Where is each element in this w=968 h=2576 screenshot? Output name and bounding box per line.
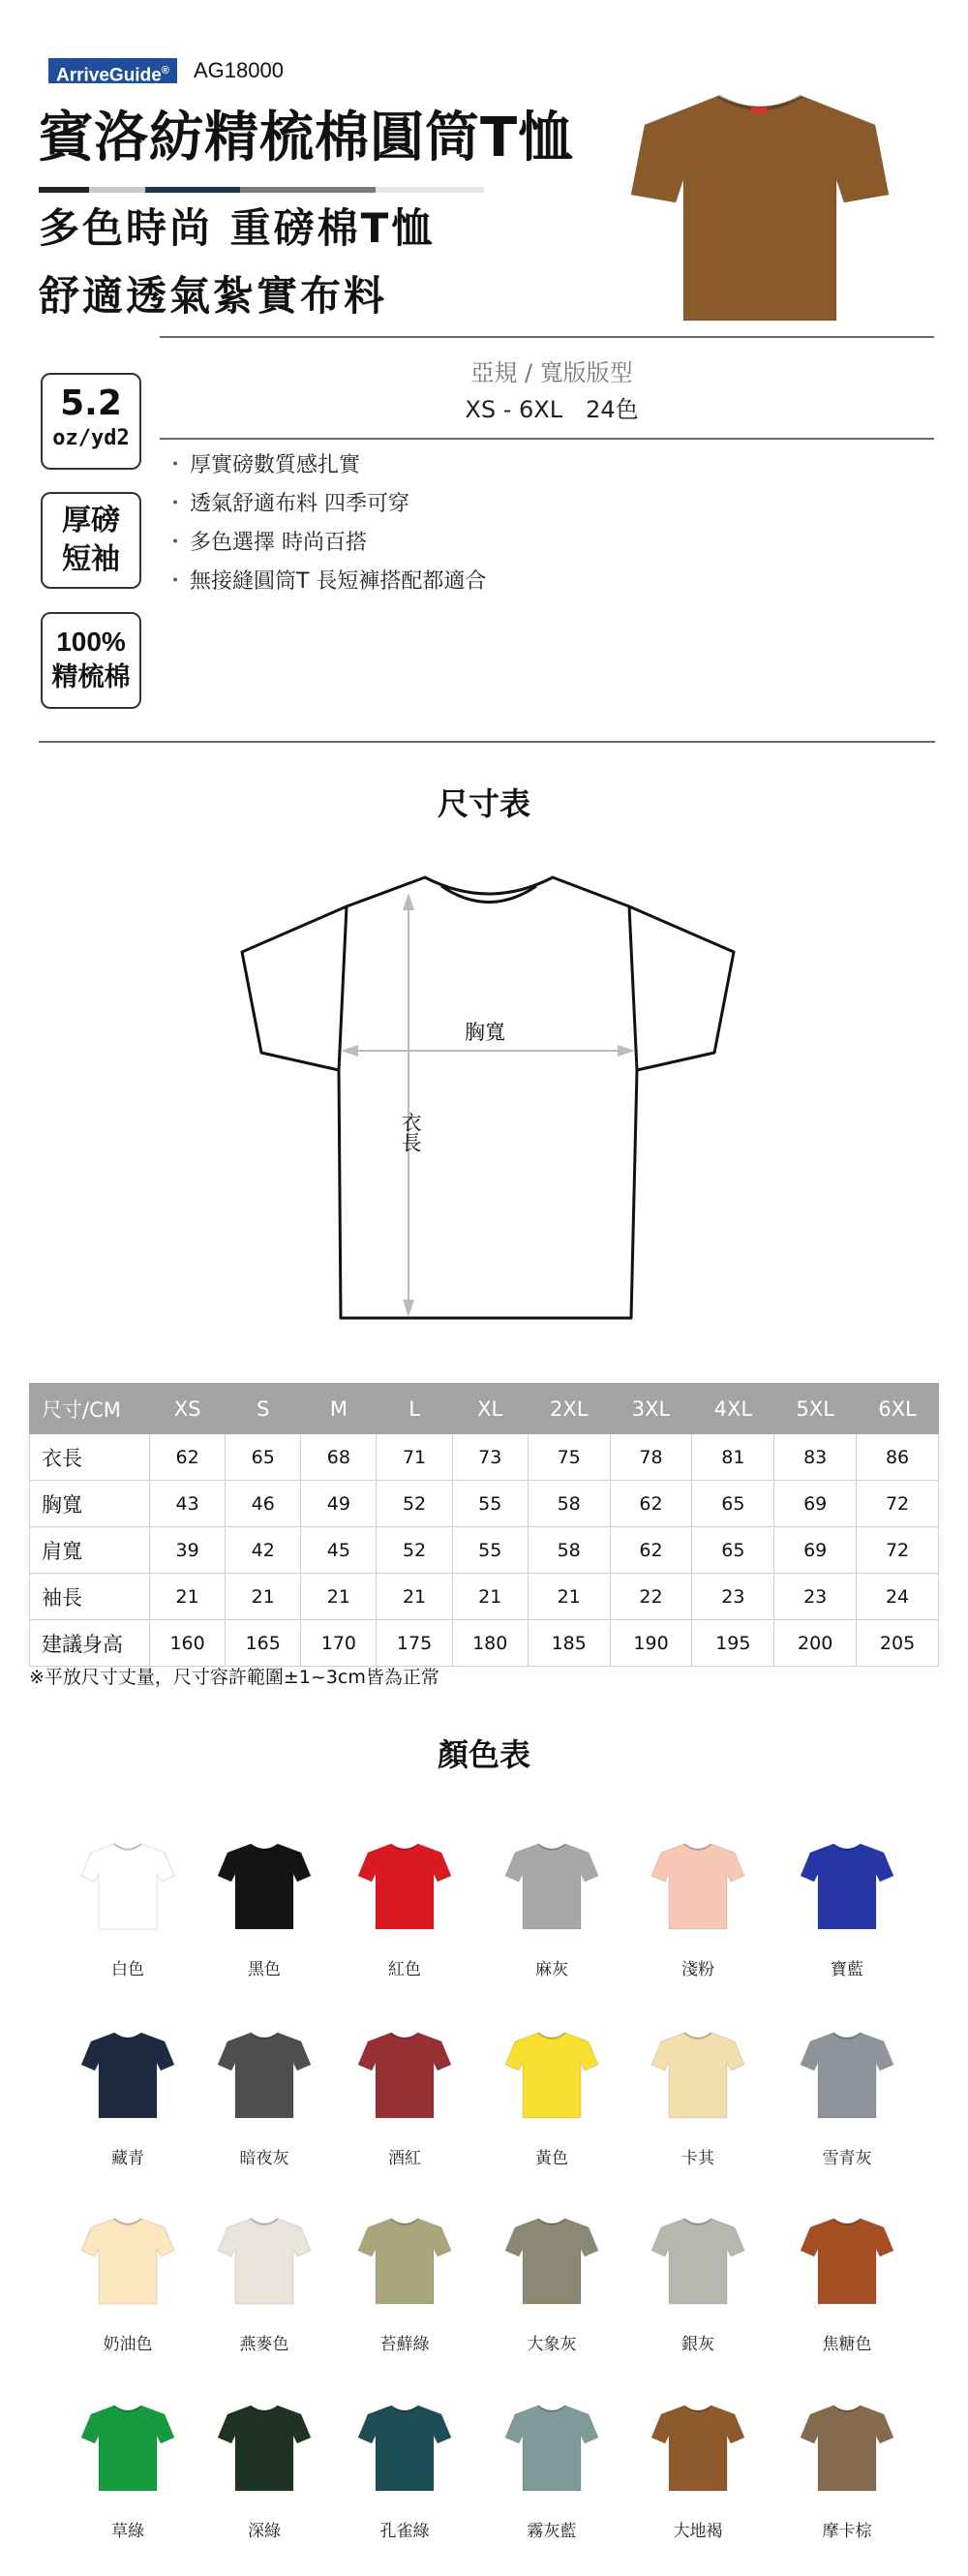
tshirt-icon xyxy=(799,2215,895,2308)
tshirt-outline xyxy=(242,877,734,1318)
sleeve-line-1: 厚磅 xyxy=(62,504,120,537)
size-column-header: XS xyxy=(150,1384,226,1434)
tshirt-shape xyxy=(651,2219,744,2304)
subtitle-line-1: 多色時尚 重磅棉T恤 xyxy=(39,204,436,252)
size-cell: 21 xyxy=(377,1574,452,1620)
diagram-chest-label: 胸寬 xyxy=(465,1021,505,1044)
tshirt-icon xyxy=(216,2402,313,2495)
color-name: 雪青灰 xyxy=(822,2149,872,2168)
size-cell: 43 xyxy=(150,1481,226,1527)
accent-bar-4 xyxy=(240,187,376,193)
color-swatch[interactable] xyxy=(489,2402,615,2543)
color-name: 奶油色 xyxy=(103,2335,153,2354)
tshirt-shape xyxy=(801,2219,893,2304)
size-cell: 72 xyxy=(857,1481,939,1527)
tshirt-icon xyxy=(356,2215,453,2308)
size-cell: 160 xyxy=(150,1620,226,1667)
color-name: 大地褐 xyxy=(673,2522,723,2541)
color-swatch[interactable] xyxy=(635,1840,761,1981)
tshirt-icon xyxy=(503,2402,600,2495)
color-swatch[interactable] xyxy=(784,1840,910,1981)
color-swatch[interactable] xyxy=(342,2215,468,2356)
size-cell: 52 xyxy=(377,1481,452,1527)
cotton-line-2: 精梳棉 xyxy=(51,662,131,692)
size-cell: 65 xyxy=(692,1527,774,1574)
diagram-length-label: 衣長 xyxy=(399,1112,422,1152)
size-cell: 71 xyxy=(377,1434,452,1481)
color-name: 黃色 xyxy=(535,2149,568,2168)
divider-top xyxy=(160,336,934,338)
size-column-header: S xyxy=(226,1384,301,1434)
size-column-header: XL xyxy=(452,1384,528,1434)
tshirt-icon xyxy=(356,2029,453,2122)
hero-neck-label xyxy=(751,107,767,113)
size-cell: 52 xyxy=(377,1527,452,1574)
size-column-header: 5XL xyxy=(774,1384,857,1434)
color-name: 麻灰 xyxy=(535,1960,568,1979)
size-diagram xyxy=(232,862,736,1327)
page-title: 賓洛紡精梳棉圓筒T恤 xyxy=(39,107,574,169)
size-column-header: M xyxy=(301,1384,377,1434)
tshirt-icon xyxy=(79,2402,176,2495)
tshirt-icon xyxy=(503,2215,600,2308)
size-cell: 23 xyxy=(692,1574,774,1620)
size-column-header: L xyxy=(377,1384,452,1434)
tshirt-shape xyxy=(218,2219,311,2304)
size-table-header xyxy=(30,1384,939,1434)
tshirt-shape xyxy=(81,1844,174,1929)
tshirt-shape xyxy=(81,2219,174,2304)
size-cell: 73 xyxy=(452,1434,528,1481)
color-name: 暗夜灰 xyxy=(239,2149,289,2168)
hero-tshirt-image xyxy=(629,82,891,324)
feature-item: ・ 多色選擇 時尚百搭 xyxy=(165,529,367,558)
size-cell: 46 xyxy=(226,1481,301,1527)
size-cell: 190 xyxy=(610,1620,692,1667)
size-cell: 21 xyxy=(226,1574,301,1620)
color-name: 孔雀綠 xyxy=(379,2522,430,2541)
color-swatch[interactable] xyxy=(635,2029,761,2170)
color-name: 銀灰 xyxy=(681,2335,714,2354)
color-name: 燕麥色 xyxy=(239,2335,289,2354)
tshirt-shape xyxy=(801,2406,893,2491)
color-name: 黑色 xyxy=(248,1960,281,1979)
tshirt-shape xyxy=(801,1844,893,1929)
fit-type: 亞規 / 寬版版型 xyxy=(470,359,633,386)
color-name: 摩卡棕 xyxy=(822,2522,872,2541)
fabric-weight-badge xyxy=(41,373,141,470)
sleeve-line-2: 短袖 xyxy=(62,542,120,576)
tshirt-shape xyxy=(801,2033,893,2118)
color-swatch[interactable] xyxy=(342,1840,468,1981)
tshirt-icon xyxy=(216,1840,313,1933)
size-table-row xyxy=(30,1434,939,1481)
color-swatch[interactable] xyxy=(65,2215,191,2356)
size-cell: 72 xyxy=(857,1527,939,1574)
hero-tshirt-shape xyxy=(631,96,889,321)
size-cell: 200 xyxy=(774,1620,857,1667)
tshirt-shape xyxy=(358,2406,451,2491)
size-cell: 86 xyxy=(857,1434,939,1481)
size-row-label: 肩寬 xyxy=(30,1527,150,1574)
color-name: 淺粉 xyxy=(681,1960,714,1979)
tshirt-shape xyxy=(218,2033,311,2118)
tshirt-shape xyxy=(651,1844,744,1929)
size-column-header: 6XL xyxy=(857,1384,939,1434)
color-name: 卡其 xyxy=(681,2149,714,2168)
size-row-label: 袖長 xyxy=(30,1574,150,1620)
size-cell: 62 xyxy=(610,1527,692,1574)
size-cell: 49 xyxy=(301,1481,377,1527)
size-table-row xyxy=(30,1574,939,1620)
size-cell: 23 xyxy=(774,1574,857,1620)
color-name: 草綠 xyxy=(111,2522,144,2541)
size-column-header: 3XL xyxy=(610,1384,692,1434)
feature-item: ・ 透氣舒適布料 四季可穿 xyxy=(165,490,409,519)
size-cell: 195 xyxy=(692,1620,774,1667)
size-cell: 62 xyxy=(150,1434,226,1481)
cotton-badge xyxy=(41,612,141,709)
color-swatch[interactable] xyxy=(342,2029,468,2170)
color-swatch[interactable] xyxy=(635,2402,761,2543)
tshirt-icon xyxy=(503,1840,600,1933)
tshirt-shape xyxy=(651,2033,744,2118)
size-cell: 83 xyxy=(774,1434,857,1481)
size-table-row xyxy=(30,1620,939,1667)
color-name: 苔蘚綠 xyxy=(379,2335,430,2354)
color-swatch[interactable] xyxy=(784,2402,910,2543)
tshirt-icon xyxy=(216,2029,313,2122)
size-header-label: 尺寸/CM xyxy=(30,1384,150,1434)
size-cell: 62 xyxy=(610,1481,692,1527)
tshirt-icon xyxy=(79,1840,176,1933)
tshirt-shape xyxy=(358,2219,451,2304)
size-cell: 55 xyxy=(452,1527,528,1574)
color-name: 紅色 xyxy=(388,1960,421,1979)
color-name: 大象灰 xyxy=(527,2335,577,2354)
tshirt-shape xyxy=(81,2033,174,2118)
size-cell: 39 xyxy=(150,1527,226,1574)
divider-section xyxy=(39,741,935,743)
accent-bar-1 xyxy=(39,187,89,193)
size-cell: 21 xyxy=(301,1574,377,1620)
tshirt-shape xyxy=(81,2406,174,2491)
size-cell: 21 xyxy=(452,1574,528,1620)
tshirt-shape xyxy=(505,2033,598,2118)
tshirt-icon xyxy=(650,1840,746,1933)
bullet-icon: ・ xyxy=(165,453,187,477)
color-swatch[interactable] xyxy=(201,2402,327,2543)
size-note: ※平放尺寸丈量，尺寸容許範圍±1~3cm皆為正常 xyxy=(29,1667,439,1688)
color-name: 寶藍 xyxy=(831,1960,863,1979)
color-swatch[interactable] xyxy=(201,2029,327,2170)
size-cell: 185 xyxy=(528,1620,610,1667)
size-cell: 75 xyxy=(528,1434,610,1481)
size-table-row xyxy=(30,1527,939,1574)
size-cell: 42 xyxy=(226,1527,301,1574)
color-swatch[interactable] xyxy=(65,2029,191,2170)
size-table-row xyxy=(30,1481,939,1527)
size-cell: 170 xyxy=(301,1620,377,1667)
size-cell: 165 xyxy=(226,1620,301,1667)
product-code: AG18000 xyxy=(194,58,284,82)
tshirt-icon xyxy=(356,2402,453,2495)
size-cell: 180 xyxy=(452,1620,528,1667)
size-cell: 78 xyxy=(610,1434,692,1481)
tshirt-icon xyxy=(650,2402,746,2495)
size-cell: 21 xyxy=(150,1574,226,1620)
size-cell: 24 xyxy=(857,1574,939,1620)
color-name: 霧灰藍 xyxy=(527,2522,577,2541)
color-swatch[interactable] xyxy=(635,2215,761,2356)
size-cell: 58 xyxy=(528,1481,610,1527)
color-swatch[interactable] xyxy=(201,2215,327,2356)
size-cell: 58 xyxy=(528,1527,610,1574)
cotton-line-1: 100% xyxy=(56,627,126,657)
size-cell: 69 xyxy=(774,1527,857,1574)
tshirt-icon xyxy=(799,1840,895,1933)
color-swatch[interactable] xyxy=(489,2029,615,2170)
color-swatch[interactable] xyxy=(489,2215,615,2356)
color-name: 焦糖色 xyxy=(822,2335,872,2354)
size-column-header: 2XL xyxy=(528,1384,610,1434)
size-cell: 81 xyxy=(692,1434,774,1481)
tshirt-shape xyxy=(651,2406,744,2491)
tshirt-shape xyxy=(505,1844,598,1929)
divider-specs xyxy=(160,438,934,440)
color-name: 酒紅 xyxy=(388,2149,421,2168)
brand-logo: ArriveGuide® xyxy=(48,58,177,83)
size-cell: 55 xyxy=(452,1481,528,1527)
tshirt-icon xyxy=(503,2029,600,2122)
size-table xyxy=(29,1383,939,1667)
accent-bar-3 xyxy=(145,187,240,193)
tshirt-shape xyxy=(218,2406,311,2491)
size-cell: 22 xyxy=(610,1574,692,1620)
color-name: 深綠 xyxy=(248,2522,281,2541)
color-swatch[interactable] xyxy=(65,1840,191,1981)
tshirt-icon xyxy=(799,2402,895,2495)
weight-value: 5.2 xyxy=(60,383,122,423)
weight-unit: oz/yd2 xyxy=(52,426,130,450)
size-cell: 65 xyxy=(692,1481,774,1527)
size-cell: 69 xyxy=(774,1481,857,1527)
size-cell: 68 xyxy=(301,1434,377,1481)
feature-item: ・ 厚實磅數質感扎實 xyxy=(165,451,360,480)
tshirt-shape xyxy=(358,2033,451,2118)
size-cell: 65 xyxy=(226,1434,301,1481)
tshirt-shape xyxy=(505,2406,598,2491)
accent-bar-5 xyxy=(376,187,484,193)
bullet-icon: ・ xyxy=(165,531,187,555)
tshirt-icon xyxy=(356,1840,453,1933)
size-row-label: 胸寬 xyxy=(30,1481,150,1527)
size-cell: 45 xyxy=(301,1527,377,1574)
bullet-icon: ・ xyxy=(165,569,187,594)
bullet-icon: ・ xyxy=(165,492,187,516)
color-swatch[interactable] xyxy=(65,2402,191,2543)
size-chart-title: 尺寸表 xyxy=(437,785,530,822)
color-swatch[interactable] xyxy=(784,2029,910,2170)
color-swatch[interactable] xyxy=(784,2215,910,2356)
tshirt-icon xyxy=(79,2215,176,2308)
subtitle-line-2: 舒適透氣紮實布料 xyxy=(39,272,388,320)
feature-item: ・ 無接縫圓筒T 長短褲搭配都適合 xyxy=(165,567,486,597)
tshirt-icon xyxy=(650,2029,746,2122)
size-range: XS - 6XL 24色 xyxy=(465,396,639,423)
tshirt-shape xyxy=(505,2219,598,2304)
tshirt-icon xyxy=(799,2029,895,2122)
color-name: 白色 xyxy=(111,1960,144,1979)
accent-bar-2 xyxy=(89,187,145,193)
color-swatch[interactable] xyxy=(342,2402,468,2543)
tshirt-shape xyxy=(358,1844,451,1929)
size-cell: 175 xyxy=(377,1620,452,1667)
size-row-label: 建議身高 xyxy=(30,1620,150,1667)
color-swatch[interactable] xyxy=(201,1840,327,1981)
sleeve-badge xyxy=(41,492,141,589)
color-swatch[interactable] xyxy=(489,1840,615,1981)
tshirt-icon xyxy=(79,2029,176,2122)
size-row-label: 衣長 xyxy=(30,1434,150,1481)
size-cell: 205 xyxy=(857,1620,939,1667)
color-chart-title: 顏色表 xyxy=(437,1736,530,1773)
color-name: 藏青 xyxy=(111,2149,144,2168)
size-cell: 21 xyxy=(528,1574,610,1620)
tshirt-icon xyxy=(650,2215,746,2308)
size-column-header: 4XL xyxy=(692,1384,774,1434)
tshirt-icon xyxy=(216,2215,313,2308)
tshirt-shape xyxy=(218,1844,311,1929)
